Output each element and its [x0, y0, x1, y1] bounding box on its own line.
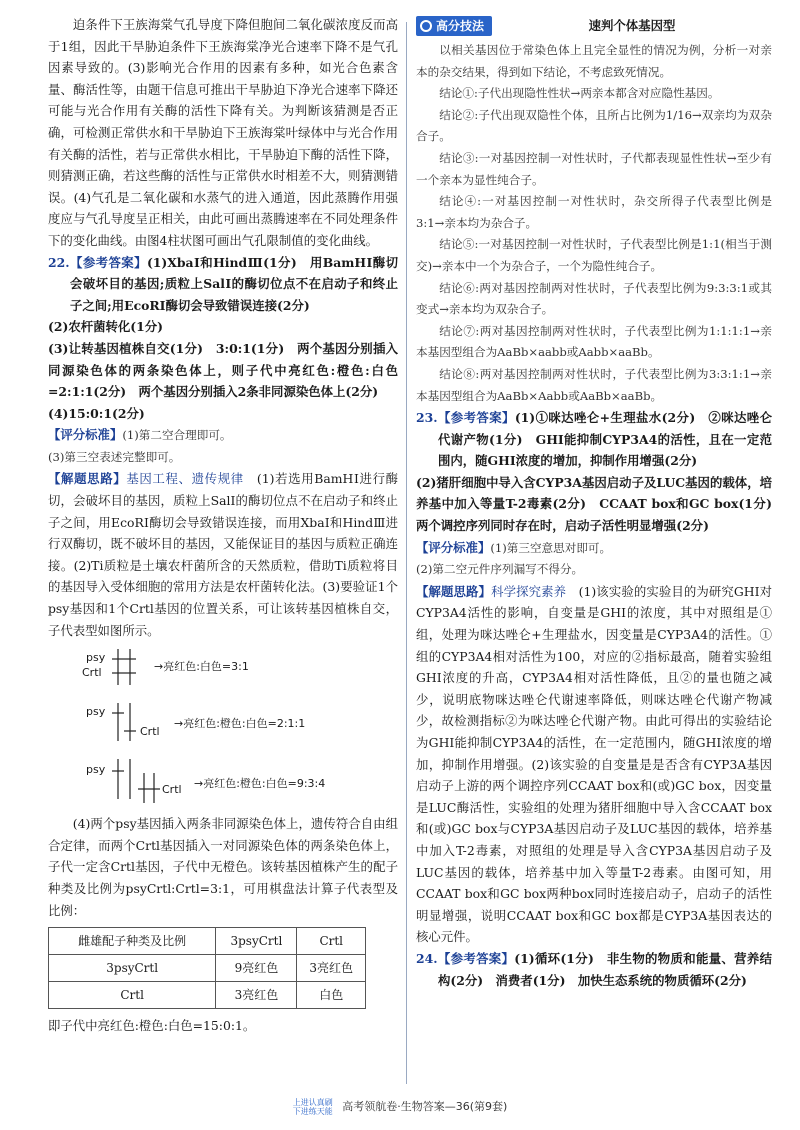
tips-conclusion-4: 结论④:一对基因控制一对性状时，杂交所得子代表型比例是3:1→亲本均为杂合子。 — [416, 194, 772, 230]
q22-scoring-2: (3)第三空表述完整即可。 — [48, 449, 181, 464]
q24-answer-tag: 【参考答案】 — [437, 950, 515, 966]
q21-continuation: 迫条件下王族海棠气孔导度下降但胞间二氧化碳浓度反而高于1组，因此干旱胁迫条件下王族海棠净光合速率下降不是气孔因素导致的。(3)影响光合作用的因素有多种，如光合色素含量、酶活性等，由题干信息可推出干旱胁迫下净光合速率下降还可能与光合作用有关酶的活性下降有关。为判断该猜测是否正确，可检测正常供水和干旱胁迫下王族海棠叶绿体中与光合作用有关酶的活性，若与正常供水相比，干旱胁迫下酶的活性下降，则猜测正确，若这些酶的活性与正常供水时相差不大，则猜测错误。(4)气孔是二氧化碳和水蒸气的进入通道，因此蒸腾作用强度应与气孔导度呈正相关，由此可画出蒸腾速率在不同处理条件下的变化曲线。由图4柱状图可画出气孔限制值的变化曲线。 — [48, 17, 398, 248]
table-cell: Crtl — [49, 982, 216, 1009]
tips-conclusion-6: 结论⑥:两对基因控制两对性状时，子代表型比例为9:3:3:1或其变式→亲本均为双杂合子。 — [416, 280, 772, 317]
table-cell: 3亮红色 — [216, 982, 297, 1009]
q23-answer-1-text: (1)①咪达唑仑+生理盐水(2分) ②咪达唑仑代谢产物(1分) GHI能抑制CYP3A4的活性，且在一定范围内，随GHI浓度的增加，抑制作用增强(2分) — [438, 410, 773, 469]
table-row — [49, 955, 366, 982]
gene-label-psy: psy — [86, 763, 106, 777]
gene-label-crtl: Crtl — [162, 783, 182, 797]
q24-number: 24. — [416, 950, 438, 966]
q23-scoring-1: (1)第三空意思对即可。 — [490, 540, 612, 555]
tips-conclusion-3: 结论③:一对基因控制一对性状时，子代都表现显性性状→至少有一个亲本为显性纯合子。 — [416, 150, 772, 187]
table-header-cell: Crtl — [297, 928, 366, 955]
tips-badge-label: 高分技法 — [436, 19, 485, 33]
q22-answer-tag: 【参考答案】 — [69, 254, 147, 270]
tips-conclusion-5: 结论⑤:一对基因控制一对性状时，子代表型比例是1:1(相当于测交)→亲本中一个为杂合子，一个为隐性纯合子。 — [416, 237, 772, 273]
q23-scoring-tag: 【评分标准】 — [416, 539, 491, 555]
tips-header — [416, 14, 772, 38]
cross-result: →亮红色:橙色:白色=2:1:1 — [174, 717, 306, 731]
q22-explanation-keyword: 基因工程、遗传规律 — [126, 471, 244, 487]
q23-explanation-tag: 【解题思路】 — [416, 583, 492, 599]
q23-answer-2: (2)猪肝细胞中导入含CYP3A基因启动子及LUC基因的载体，培养基中加入等量T-2毒素(2分) CCAAT box和GC box(1分) 两个调控序列同时存在时，启动子活性明显增强(2分) — [416, 474, 785, 534]
q22-number: 22. — [48, 254, 70, 270]
gene-label-crtl: Crtl — [140, 725, 160, 739]
table-cell: 白色 — [297, 982, 366, 1009]
q22-explanation-tag: 【解题思路】 — [48, 471, 127, 487]
footer-text: 高考领航卷·生物答案—36(第9套) — [342, 1100, 508, 1114]
q22-conclusion: 即子代中亮红色:橙色:白色=15:0:1。 — [48, 1018, 256, 1034]
q23-explanation-keyword: 科学探究素养 — [491, 583, 567, 599]
q23-explanation-text: (1)该实验的实验目的为研究GHI对CYP3A4活性的影响，自变量是GHI的浓度，其中对照组是①组，处理为咪达唑仑+生理盐水，因变量是CYP3A4的活性。①组的CYP3A4相对活性为100，对应的②指标最高，随着实验组GHI浓度的升高，CYP3A4相对活性降低，且②的量也随之减少，说明底物咪达唑仑代谢速率降低，则咪达唑仑代谢产物减少，故检测指标②为咪达唑仑代谢产物。由此可得出的实验结论为GHI能抑制CYP3A4的活性，在一定范围内，随GHI浓度的增加，抑制作用增强。(2)该实验的自变量是是否含有CYP3A基因启动子上游的两个调控序列CCAAT box和(或)GC box，因变量是LUC酶活性，实验组的处理为猪肝细胞中导入含CCAAT box和(或)GC box与CYP3A基因启动子及LUC基因的载体，培养基中加入T-2毒素，对照组的处理是导入含CYP3A基因启动子及LUC基因的载体，培养基中加入等量T-2毒素。由图可知，用CCAAT box和GC box两种box同时连接启动子，启动子的活性明显增强，说明CCAAT box和GC box都是CYP3A基因表达的核心元件。 — [416, 583, 773, 945]
right-column — [416, 14, 785, 991]
gene-label-psy: psy — [86, 705, 106, 719]
cross-result: →亮红色:白色=3:1 — [154, 660, 249, 674]
tips-title: 速判个体基因型 — [588, 18, 676, 34]
q22-explanation — [48, 468, 398, 641]
tips-conclusion-2: 结论②:子代出现双隐性个体，且所占比例为1/16→双亲均为双杂合子。 — [416, 107, 772, 144]
q23-answer-tag: 【参考答案】 — [437, 410, 515, 426]
gene-label-crtl: Crtl — [82, 666, 102, 680]
q24-answer-1 — [416, 948, 772, 991]
page-footer — [0, 1096, 800, 1118]
brand-logo — [293, 1098, 333, 1116]
logo-line-2: 下进练天能 — [292, 1107, 333, 1117]
tips-conclusion-7: 结论⑦:两对基因控制两对性状时，子代表型比例为1:1:1:1→亲本基因型组合为AaBb×aabb或Aabb×aaBb。 — [416, 323, 772, 360]
table-header-cell: 3psyCrtl — [216, 928, 297, 955]
cross-result: →亮红色:橙色:白色=9:3:4 — [194, 777, 326, 791]
q22-answer-1-text: (1)XbaⅠ和HindⅢ(1分) 用BamHⅠ酶切会破坏目的基因;质粒上SalⅠ的酶切位点不在启动子和终止子之间;用EcoRⅠ酶切会导致错误连接(2分) — [70, 254, 398, 313]
q23-number: 23. — [416, 410, 438, 426]
q22-part4-explanation: (4)两个psy基因插入两条非同源染色体上，遗传符合自由组合定律，而两个Crtl基因插入一对同源染色体的两条染色体上，子代一定含Crtl基因，子代中无橙色。该转基因植株产生的配子种类及比例为psyCrtl:Crtl=3:1，可用棋盘法计算子代表型及比例： — [48, 816, 398, 918]
punnett-table — [48, 927, 366, 1009]
q22-answer-4: (4)15:0:1(2分) — [48, 405, 145, 421]
table-cell: 3亮红色 — [297, 955, 366, 982]
q23-scoring — [416, 537, 772, 560]
tips-conclusion-1: 结论①:子代出现隐性性状→两亲本都含对应隐性基因。 — [439, 86, 720, 101]
tips-body — [416, 40, 772, 407]
gene-label-psy: psy — [86, 651, 106, 665]
column-divider — [406, 22, 407, 1084]
table-cell: 9亮红色 — [216, 955, 297, 982]
q22-answer-1 — [48, 252, 398, 317]
q24-answer-1-text: (1)循环(1分) 非生物的物质和能量、营养结构(2分) 消费者(1分) 加快生态系统的物质循环(2分) — [438, 950, 772, 988]
left-column — [48, 14, 398, 1037]
q22-scoring-1: (1)第二空合理即可。 — [122, 428, 232, 443]
table-cell: 3psyCrtl — [49, 955, 216, 982]
q22-scoring-tag: 【评分标准】 — [48, 427, 123, 443]
q23-explanation — [416, 581, 772, 948]
q22-answer-3: (3)让转基因植株自交(1分) 3:0:1(1分) 两个基因分别插入同源染色体的两条染色体上，则子代中亮红色:橙色:白色=2:1:1(2分) 两个基因分别插入2条非同源染色体上(2分) — [48, 340, 398, 400]
logo-line-1: 上进认真刷 — [292, 1098, 333, 1108]
tips-intro: 以相关基因位于常染色体上且完全显性的情况为例，分析一对亲本的杂交结果，得到如下结论，不考虑致死情况。 — [416, 43, 772, 79]
q23-answer-1 — [416, 407, 772, 472]
table-header-row — [49, 928, 366, 955]
tips-badge — [416, 16, 492, 36]
q22-explanation-text: (1)若选用BamHⅠ进行酶切，会破坏目的基因，质粒上SalⅠ的酶切位点不在启动子和终止子之间，用EcoRⅠ酶切会导致错误连接，而用XbaⅠ和HindⅢ进行双酶切，既不破坏目的基因，又能保证目的基因与质粒正确连接。(2)Ti质粒是土壤农杆菌所含的天然质粒，借助Ti质粒将目的基因导入受体细胞的常用方法是农杆菌转化法。(3)要验证1个psy基因和1个Crtl基因的位置关系，可让该转基因植株自交，子代表型如图所示。 — [48, 471, 399, 638]
q22-scoring — [48, 424, 398, 447]
q23-scoring-2: (2)第二空元件序列漏写不得分。 — [416, 562, 584, 577]
table-row — [49, 982, 366, 1009]
magnifier-icon — [420, 20, 432, 32]
tips-conclusion-8: 结论⑧:两对基因控制两对性状时，子代表型比例为3:3:1:1→亲本基因型组合为AaBb×Aabb或AaBb×aaBb。 — [416, 366, 772, 403]
q22-answer-2: (2)农杆菌转化(1分) — [48, 319, 164, 335]
table-header-cell: 雌雄配子种类及比例 — [49, 928, 216, 955]
chromosome-diagram — [48, 643, 398, 811]
